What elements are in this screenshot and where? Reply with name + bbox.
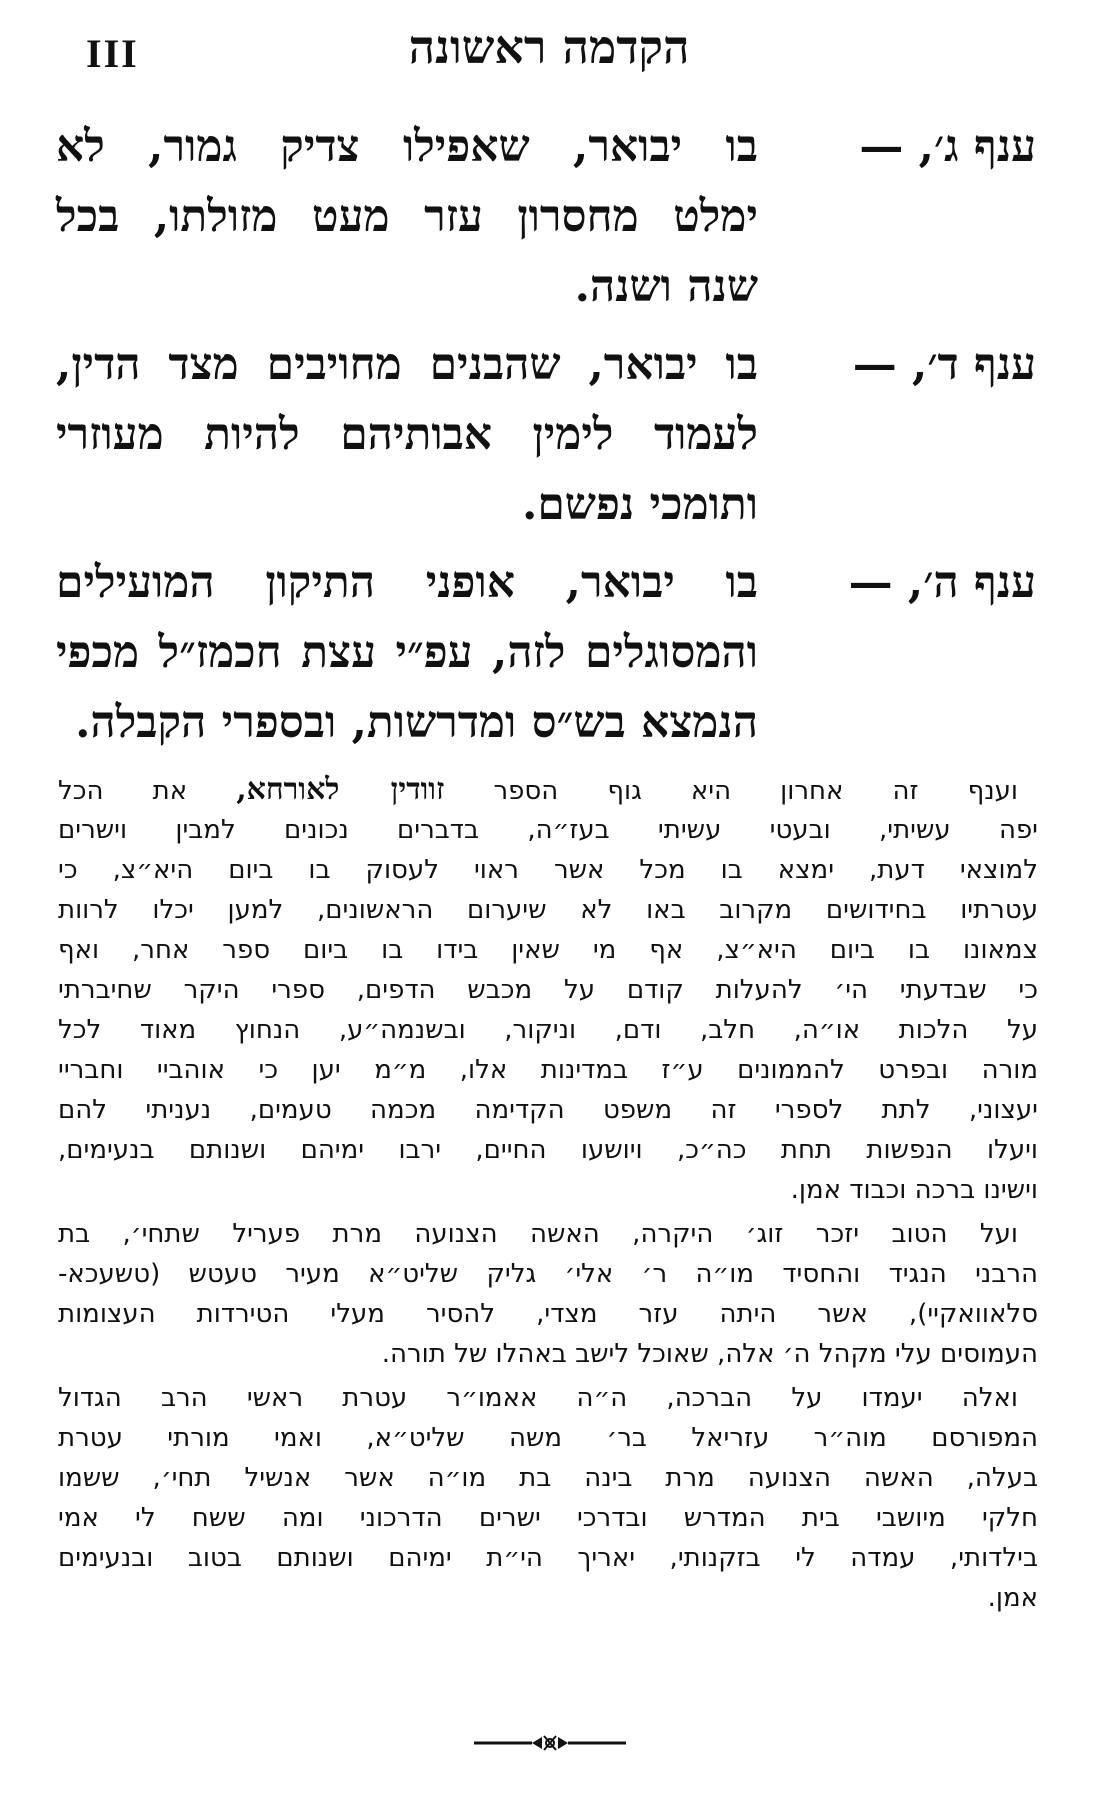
branch-he [56, 548, 1036, 758]
branch-dalet [56, 330, 1036, 540]
paragraph-parents-blessing [58, 1378, 1038, 1618]
branch-label: ענף ג׳, — [859, 121, 1036, 172]
paragraph-line [58, 770, 1038, 810]
paragraph-line: חלקי מיושבי בית המדרש ובדרכי ישרים הדרכוני ומה ששח לי אמי [58, 1503, 1038, 1533]
branch-label: ענף ד׳, — [852, 339, 1036, 390]
page-number: III [86, 31, 139, 76]
running-title: הקדמה ראשונה [408, 20, 690, 74]
paragraph-book-intro [58, 770, 1038, 1210]
paragraph-line: ויעלו הנפשות תחת כה״כ, ויושעו החיים, ירבו ימיהם ושנותם בנעימים, [58, 1135, 1038, 1165]
branch-gimel [56, 112, 1036, 322]
paragraph-line: צמאונו בו ביום היא״צ, אף מי שאין בידו בו ביום ספר אחר, ואף [58, 935, 1038, 965]
paragraph-line: ועל הטוב יזכר זוג׳ היקרה, האשה הצנועה מרת פעריל שתחי׳, בת [58, 1219, 1018, 1249]
body-text [58, 770, 1038, 1618]
branch-line: הנמצא בש״ס ומדרשות, ובספרי הקבלה. [75, 697, 758, 748]
book-name: זוודין לאורחא, [236, 772, 445, 807]
paragraph-line: וישינו ברכה וכבוד אמן. [790, 1175, 1038, 1205]
branch-text: בו יבואר, שאפילו צדיק גמור, לא [56, 121, 758, 172]
paragraph-line: סלאוואקיי), אשר היתה עזר מצדי, להסיר מעלי הטירדות העצומות [58, 1299, 1038, 1329]
branch-line [56, 330, 1036, 400]
line-text: את הכל [58, 776, 188, 806]
branch-line: והמסוגלים לזה, עפ״י עצת חכמז״ל מכפי [56, 627, 758, 678]
paragraph-line: ואלה יעמדו על הברכה, ה״ה אאמו״ר עטרת ראשי הרב הגדול [58, 1383, 1018, 1413]
closing-ornament-icon [470, 1733, 630, 1753]
paragraph-line: כי שבדעתי הי׳ להעלות קודם על מכבש הדפים, ספרי היקר שחיברתי [58, 975, 1038, 1005]
branch-line: ותומכי נפשם. [522, 479, 758, 530]
branch-line [56, 548, 1036, 618]
branch-label: ענף ה׳, — [848, 557, 1036, 608]
paragraph-line: הרבני הנגיד והחסיד מו״ה ר׳ אלי׳ גליק שליט״א מעיר טעטש (טשעכא- [58, 1259, 1038, 1289]
paragraph-line: עטרתיו בחידושים מקרוב באו לא שיערום הראשונים, למען יכלו לרוות [58, 895, 1038, 925]
branch-text: בו יבואר, אופני התיקון המועילים [56, 557, 758, 608]
branch-line: לעמוד לימין אבותיהם להיות מעוזרי [56, 409, 758, 460]
paragraph-line: אמן. [987, 1583, 1038, 1613]
paragraph-wife-thanks [58, 1214, 1038, 1374]
paragraph-line: יעצוני, לתת לספרי זה משפט הקדימה מכמה טעמים, נעניתי להם [58, 1095, 1038, 1125]
branch-text: בו יבואר, שהבנים מחויבים מצד הדין, [56, 339, 758, 390]
paragraph-line: המפורסם מוה״ר עזריאל בר׳ משה שליט״א, ואמי מורתי עטרת [58, 1423, 1038, 1453]
paragraph-line: העמוסים עלי מקהל ה׳ אלה, שאוכל לישב באהלו של תורה. [381, 1339, 1038, 1369]
paragraph-line: בילדותי, עמדה לי בזקנותי, יאריך הי״ת ימיהם ושנותם בטוב ובנעימים [58, 1543, 1038, 1573]
branch-line: שנה ושנה. [574, 261, 758, 312]
branch-line [56, 112, 1036, 182]
paragraph-line: על הלכות או״ה, חלב, ודם, וניקור, ובשנמה״ע, הנחוץ מאוד לכל [58, 1015, 1038, 1045]
paragraph-line: יפה עשיתי, ובעטי עשיתי בעז״ה, בדברים נכונים למבין וישרים [58, 815, 1038, 845]
paragraph-line: מורה ובפרט להממונים ע״ז במדינות אלו, מ״מ יען כי אוהביי וחבריי [58, 1055, 1038, 1085]
branch-line: ימלט מחסרון עזר מעט מזולתו, בכל [56, 191, 758, 242]
line-text: וענף זה אחרון היא גוף הספר [493, 776, 1019, 806]
paragraph-line: למוצאי דעת, ימצא בו מכל אשר ראוי לעסוק בו ביום היא״צ, כי [58, 855, 1038, 885]
paragraph-line: בעלה, האשה הצנועה מרת בינה בת מו״ה אשר אנשיל תחי׳, ששמו [58, 1463, 1038, 1493]
